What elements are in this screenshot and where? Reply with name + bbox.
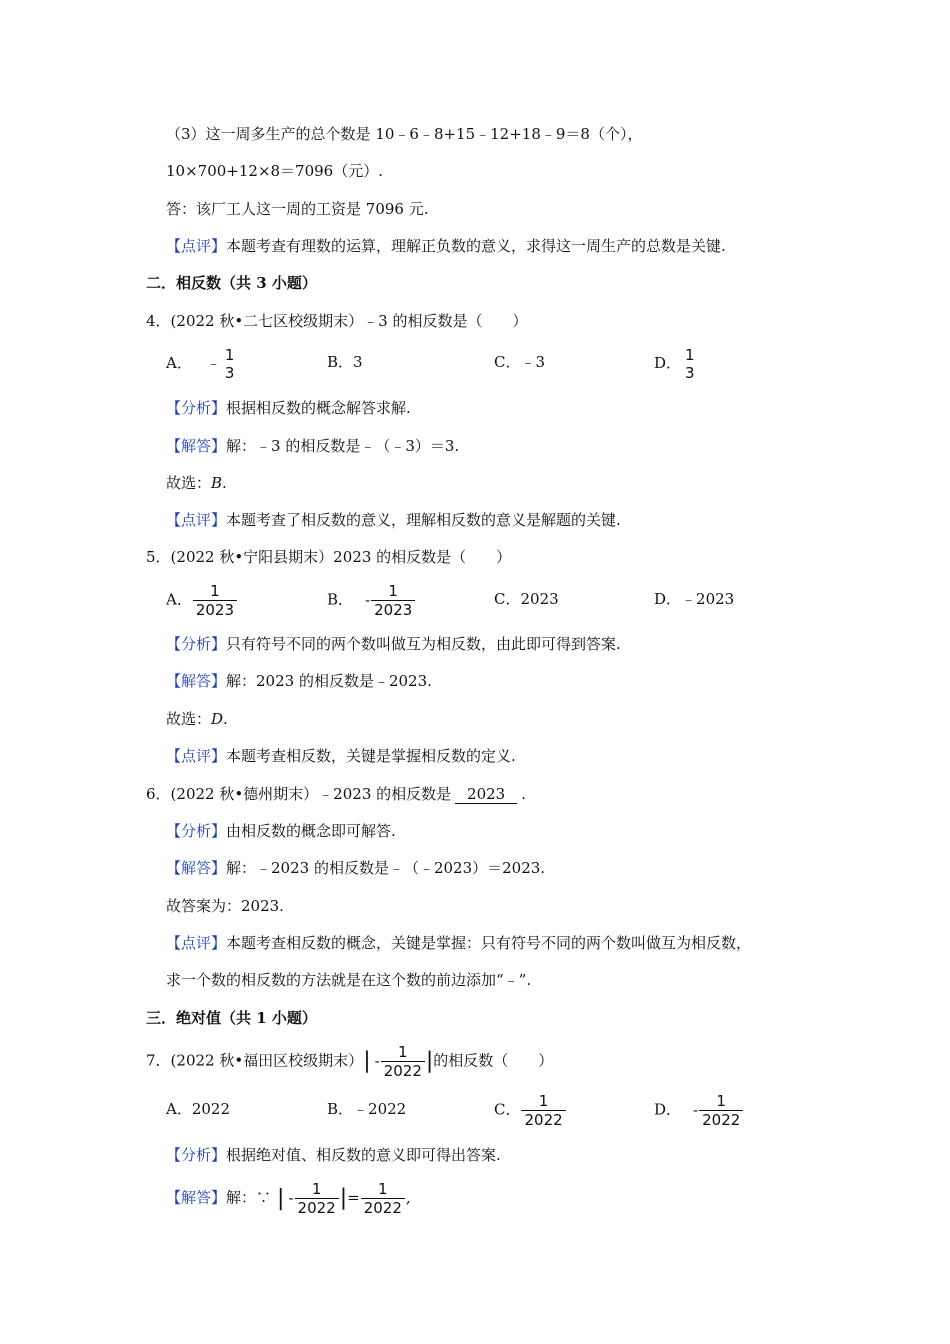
part3-answer: 答：该厂工人这一周的工资是 7096 元. [166,200,429,218]
q4-comment [166,509,621,531]
choice-letter: B [211,474,223,492]
q7-analysis [166,1144,501,1166]
option-label: D． [654,1100,682,1119]
numerator: 1 [224,346,235,364]
q7-option-d[interactable] [654,1092,744,1129]
stem-text-end: 的相反数（ ） [433,1051,554,1070]
q4-option-a[interactable] [166,346,238,382]
choice-prefix: 故选： [166,710,212,728]
solution-end: , [405,1188,411,1207]
q7-option-c[interactable] [494,1092,567,1129]
fraction [371,582,415,619]
q5-option-a[interactable] [166,582,238,619]
q5-option-b[interactable] [327,582,416,619]
minus-sign: - [374,1051,380,1070]
analysis-tag: 【分析】 [166,399,227,417]
comment-tag: 【点评】 [166,237,227,255]
denominator: 2022 [381,1061,425,1080]
comment-text: 本题考查相反数的概念，关键是掌握：只有符号不同的两个数叫做互为相反数， [226,934,752,952]
q4-choice [166,472,227,494]
q7-option-b[interactable]: B．﹣2022 [327,1100,407,1118]
denominator: 2022 [295,1198,339,1217]
fraction [295,1180,339,1217]
numerator: 1 [378,1180,388,1198]
minus-sign: ﹣ [205,354,221,372]
numerator: 1 [398,1043,408,1061]
denominator: 3 [224,364,235,382]
fraction [193,582,237,619]
q4-option-b[interactable]: B．3 [327,353,363,371]
solution-text: 解：∵ [226,1188,272,1207]
analysis-tag: 【分析】 [166,635,227,653]
denominator: 2023 [193,600,237,619]
q5-choice [166,708,228,730]
analysis-text: 由相反数的概念即可解答. [226,822,396,840]
q5-solution [166,670,432,692]
option-label: B． [327,590,354,609]
part3-line2: 10×700+12×8＝7096（元）. [166,162,383,180]
q6-analysis [166,820,396,842]
equals-sign: = [347,1188,360,1207]
comment-text: 本题考查了相反数的意义，理解相反数的意义是解题的关键. [226,511,621,529]
q4-analysis [166,397,411,419]
comment-text: 本题考查有理数的运算，理解正负数的意义，求得这一周生产的总数是关键. [226,237,726,255]
fraction [521,1092,565,1129]
numerator: 1 [716,1092,726,1110]
q5-option-d[interactable]: D．﹣2023 [654,590,735,608]
q6-solution [166,857,545,879]
part3-comment [166,235,726,257]
numerator: 1 [685,346,695,364]
abs-bar-left: | [363,1048,371,1074]
choice-letter: D [211,710,224,728]
minus-sign: - [365,590,371,609]
solution-tag: 【解答】 [166,859,227,877]
section-title-opposite: 二．相反数（共 3 小题） [146,274,317,292]
abs-bar-left: | [277,1185,285,1211]
denominator: 2022 [699,1110,743,1129]
analysis-tag: 【分析】 [166,1146,227,1164]
stem-text: 6．(2022 秋•德州期末）﹣2023 的相反数是 [146,785,452,803]
fraction [361,1180,405,1217]
q4-stem: 4．(2022 秋•二七区校级期末）﹣3 的相反数是（ ） [146,312,528,330]
solution-text: 解：﹣3 的相反数是﹣（﹣3）＝3. [226,437,460,455]
comment-tag: 【点评】 [166,934,227,952]
denominator: 2023 [371,600,415,619]
abs-bar-right: | [425,1048,434,1074]
answer-blank[interactable]: 2023 [455,785,517,804]
analysis-tag: 【分析】 [166,822,227,840]
stem-text: 7．(2022 秋•福田区校级期末） [146,1051,364,1070]
q6-stem [146,783,526,805]
comment-tag: 【点评】 [166,511,227,529]
solution-text: 解：﹣2023 的相反数是﹣（﹣2023）＝2023. [226,859,546,877]
q6-result: 故答案为：2023. [166,897,284,915]
minus-sign: - [288,1188,294,1207]
solution-text: 解：2023 的相反数是﹣2023. [226,672,432,690]
analysis-text: 只有符号不同的两个数叫做互为相反数，由此即可得到答案. [226,635,621,653]
part3-line1: （3）这一周多生产的总个数是 10﹣6﹣8+15﹣12+18﹣9＝8（个）， [166,125,643,143]
choice-suffix: . [222,474,227,492]
section-title-absolute-value: 三．绝对值（共 1 小题） [146,1009,317,1027]
denominator: 2022 [521,1110,565,1129]
numerator: 1 [210,582,220,600]
numerator: 1 [388,582,398,600]
numerator: 1 [538,1092,549,1110]
denominator: 2022 [361,1198,405,1217]
q5-analysis [166,633,621,655]
fraction [699,1092,743,1129]
q6-comment-cont: 求一个数的相反数的方法就是在这个数的前边添加“﹣”. [166,971,532,989]
q7-solution [166,1180,411,1217]
q5-stem: 5．(2022 秋•宁阳县期末）2023 的相反数是（ ） [146,548,512,566]
abs-bar-right: | [339,1185,348,1211]
q4-option-d[interactable] [654,346,699,382]
option-label: A． [166,354,192,372]
option-label: D． [654,354,682,372]
q6-comment [166,932,751,954]
q4-solution [166,435,459,457]
stem-end: . [521,785,526,803]
choice-prefix: 故选： [166,474,212,492]
option-label: A． [166,590,192,609]
solution-tag: 【解答】 [166,437,227,455]
q7-stem [146,1043,553,1080]
denominator: 3 [685,364,695,382]
solution-tag: 【解答】 [166,672,227,690]
option-label: C． [494,1100,521,1119]
q7-option-a[interactable]: A．2022 [166,1100,231,1118]
fraction [222,346,238,382]
minus-sign: - [693,1100,699,1119]
fraction [682,346,698,382]
choice-suffix: . [223,710,228,728]
analysis-text: 根据相反数的概念解答求解. [226,399,411,417]
q4-option-c[interactable]: C．﹣3 [494,353,546,371]
solution-tag: 【解答】 [166,1188,227,1207]
comment-tag: 【点评】 [166,747,227,765]
q5-comment [166,745,516,767]
numerator: 1 [311,1180,322,1198]
analysis-text: 根据绝对值、相反数的意义即可得出答案. [226,1146,501,1164]
q5-option-c[interactable]: C．2023 [494,590,559,608]
comment-text: 本题考查相反数，关键是掌握相反数的定义. [226,747,516,765]
fraction [381,1043,425,1080]
